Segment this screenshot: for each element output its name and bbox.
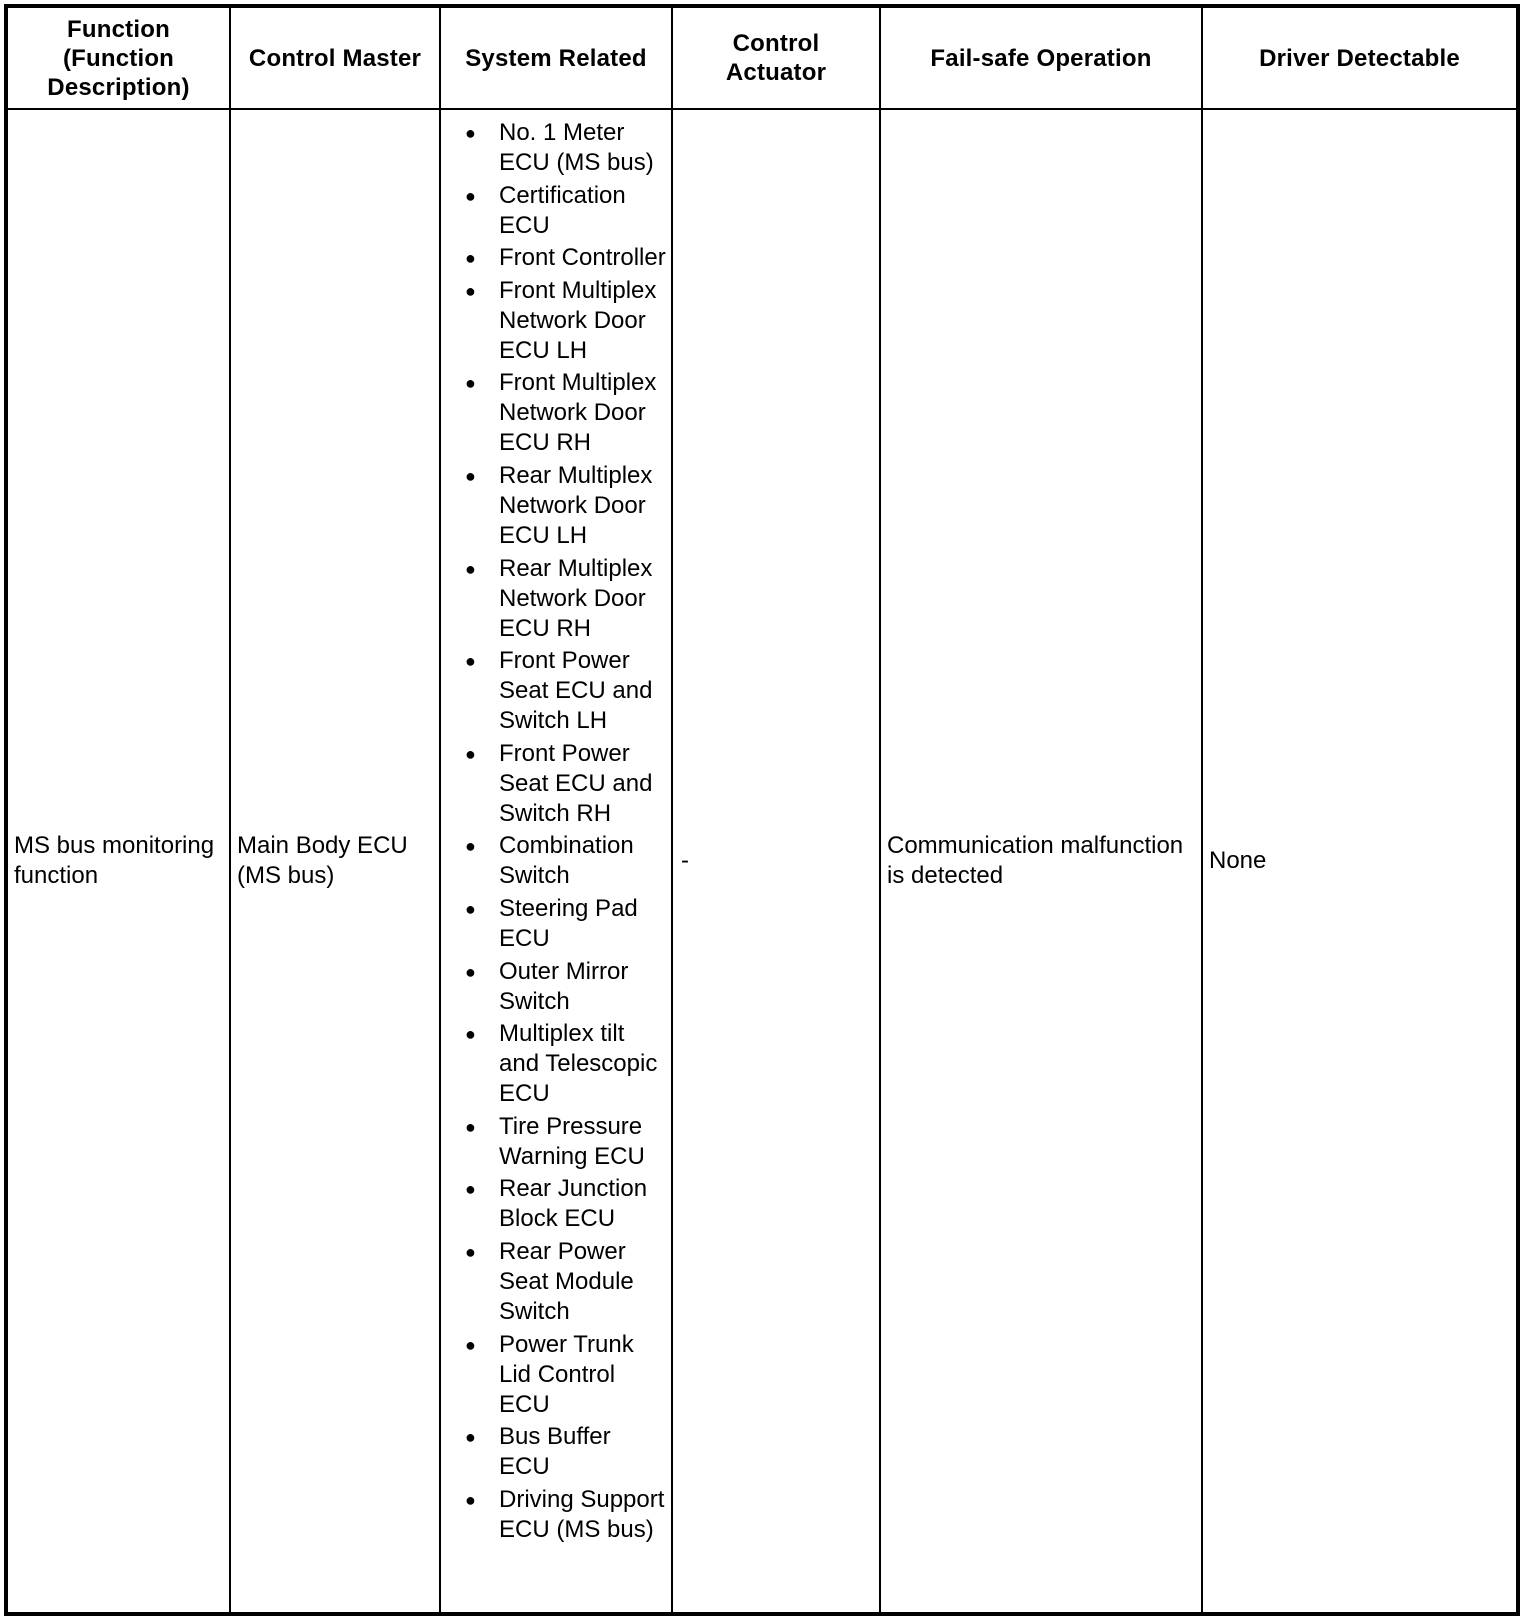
list-item-label: Driving Support ECU (MS bus) (499, 1485, 665, 1543)
list-item-label: Front Power Seat ECU and Switch LH (499, 647, 653, 735)
bullet-icon: ● (465, 185, 476, 206)
bullet-icon: ● (465, 1241, 476, 1262)
list-item (463, 554, 667, 644)
header-control-actuator: Control Actuator (672, 6, 880, 109)
list-item-label: Front Multiplex Network Door ECU RH (499, 369, 657, 457)
list-item-label: Steering Pad ECU (499, 894, 638, 952)
list-item-label: Outer Mirror Switch (499, 957, 629, 1015)
system-related-list (463, 118, 667, 1545)
bullet-icon: ● (465, 465, 476, 486)
list-item-label: No. 1 Meter ECU (MS bus) (499, 119, 654, 176)
list-item (463, 368, 667, 458)
list-item (463, 1330, 667, 1420)
list-item-label: Rear Multiplex Network Door ECU LH (499, 461, 653, 549)
list-item (463, 1019, 667, 1109)
list-item (463, 461, 667, 551)
list-item-label: Rear Multiplex Network Door ECU RH (499, 554, 653, 642)
table-row (6, 109, 1518, 1614)
list-item-label: Front Controller (499, 244, 666, 272)
list-item (463, 1112, 667, 1172)
bullet-icon: ● (465, 961, 476, 982)
list-item-label: Bus Buffer ECU (499, 1423, 611, 1481)
bullet-icon: ● (465, 898, 476, 919)
list-item-label: Rear Junction Block ECU (499, 1175, 648, 1233)
list-item (463, 118, 667, 178)
cell-control-actuator: - (672, 109, 880, 1614)
list-item-label: Front Power Seat ECU and Switch RH (499, 739, 653, 827)
bullet-icon: ● (465, 1334, 476, 1355)
bullet-icon: ● (465, 1489, 476, 1510)
list-item-label: Rear Power Seat Module Switch (499, 1237, 634, 1325)
list-item (463, 739, 667, 829)
list-item (463, 1485, 667, 1545)
header-fail-safe-operation: Fail-safe Operation (880, 6, 1202, 109)
function-spec-table (4, 4, 1520, 1616)
cell-control-master: Main Body ECU (MS bus) (230, 109, 440, 1614)
header-row (6, 6, 1518, 109)
bullet-icon: ● (465, 1427, 476, 1448)
bullet-icon: ● (465, 373, 476, 394)
list-item (463, 957, 667, 1017)
list-item (463, 831, 667, 891)
bullet-icon: ● (465, 280, 476, 301)
list-item (463, 1237, 667, 1327)
header-control-master: Control Master (230, 6, 440, 109)
list-item-label: Power Trunk Lid Control ECU (499, 1330, 634, 1418)
list-item (463, 894, 667, 954)
list-item (463, 181, 667, 241)
list-item-label: Combination Switch (499, 832, 634, 890)
list-item (463, 1422, 667, 1482)
bullet-icon: ● (465, 1116, 476, 1137)
header-function: Function (Function Description) (6, 6, 230, 109)
list-item-label: Certification ECU (499, 181, 626, 239)
list-item (463, 646, 667, 736)
bullet-icon: ● (465, 743, 476, 764)
list-item-label: Tire Pressure Warning ECU (499, 1112, 645, 1170)
header-driver-detectable: Driver Detectable (1202, 6, 1518, 109)
bullet-icon: ● (465, 836, 476, 857)
header-system-related: System Related (440, 6, 672, 109)
bullet-icon: ● (465, 1179, 476, 1200)
list-item-label: Front Multiplex Network Door ECU LH (499, 276, 657, 364)
cell-driver-detectable: None (1202, 109, 1518, 1614)
list-item (463, 276, 667, 366)
list-item-label: Multiplex tilt and Telescopic ECU (499, 1020, 658, 1108)
bullet-icon: ● (465, 558, 476, 579)
list-item (463, 243, 667, 273)
bullet-icon: ● (465, 123, 476, 143)
bullet-icon: ● (465, 1024, 476, 1045)
bullet-icon: ● (465, 651, 476, 672)
cell-system-related (440, 109, 672, 1614)
bullet-icon: ● (465, 248, 476, 269)
cell-function: MS bus monitoring function (6, 109, 230, 1614)
cell-fail-safe-operation: Communication malfunction is detected (880, 109, 1202, 1614)
list-item (463, 1174, 667, 1234)
